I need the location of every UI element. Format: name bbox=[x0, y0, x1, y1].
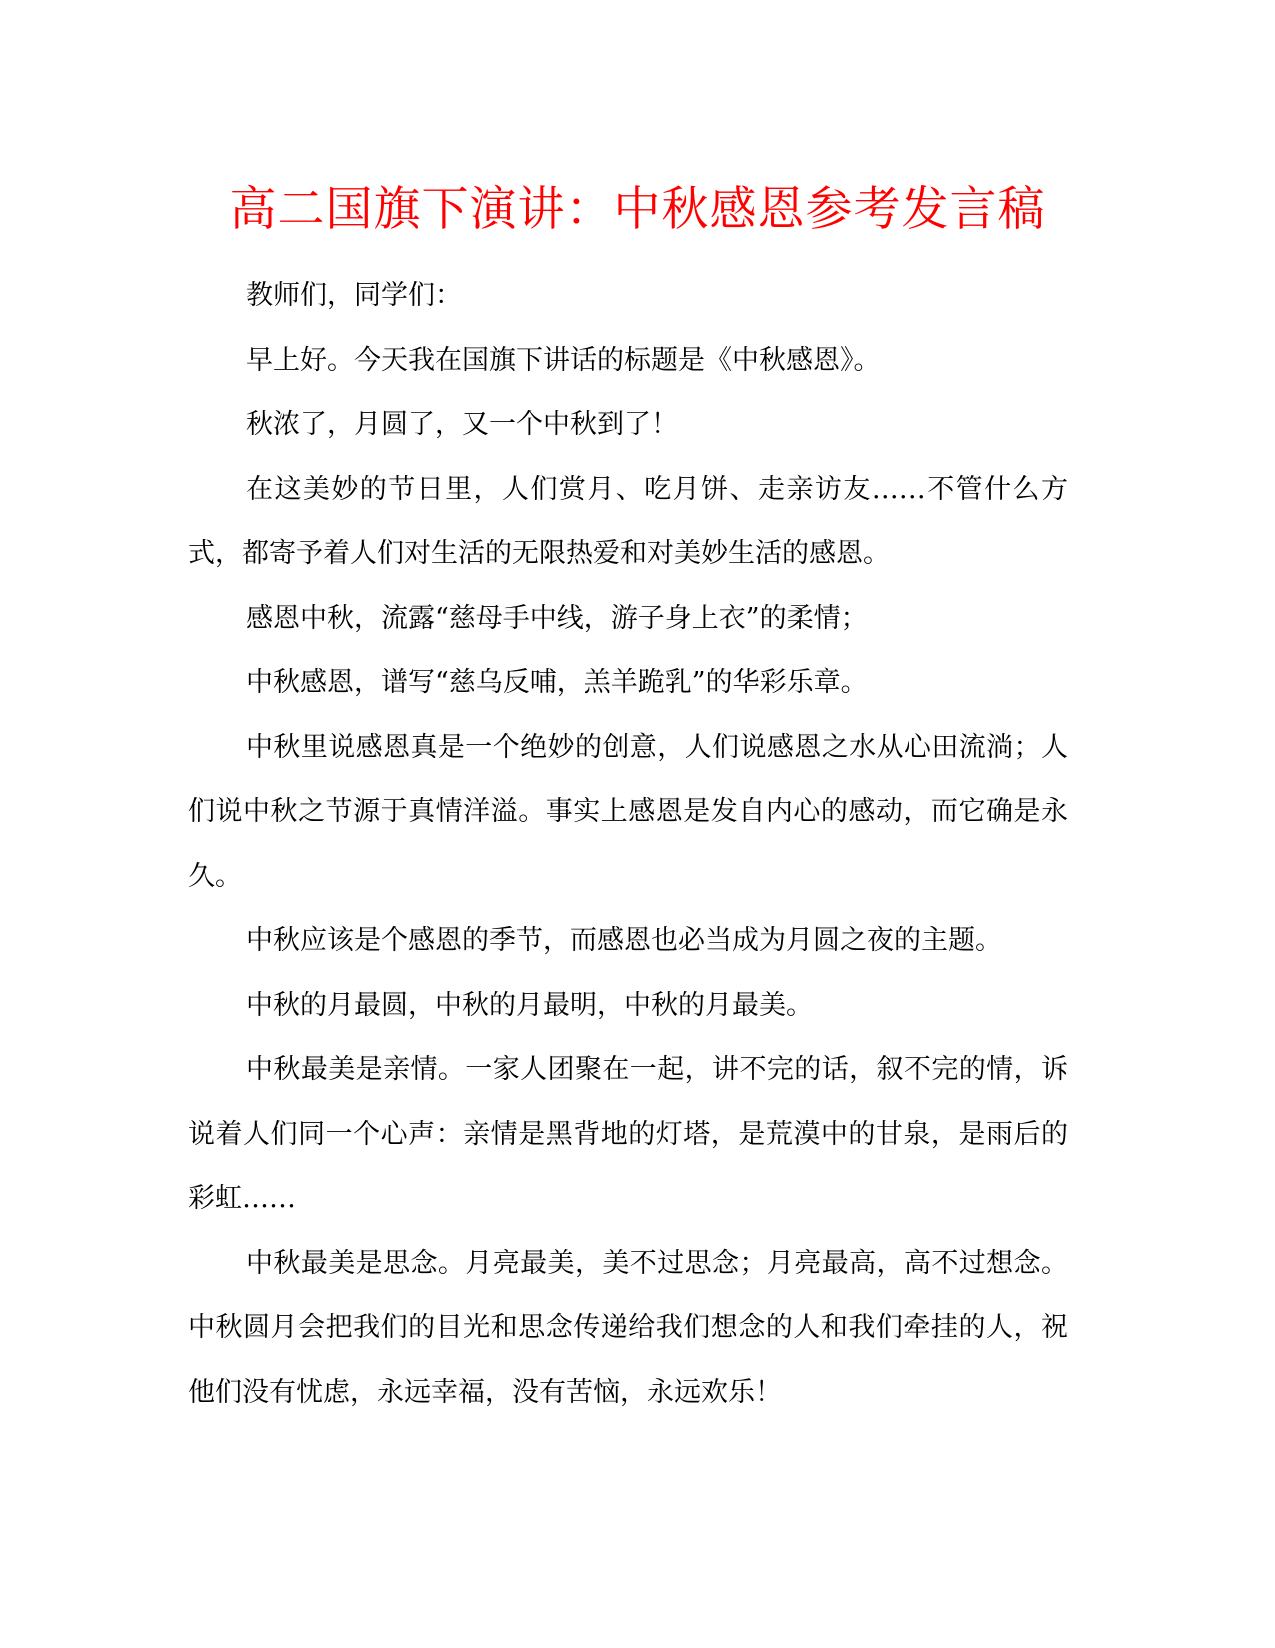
paragraph: 中秋最美是思念。月亮最美，美不过思念；月亮最高，高不过想念。中秋圆月会把我们的目光和思念传递给我们想念的人和我们牵挂的人，祝他们没有忧虑，永远幸福，没有苦恼，永远欢乐！ bbox=[188, 1247, 1068, 1408]
paragraph: 在这美妙的节日里，人们赏月、吃月饼、走亲访友……不管什么方式，都寄予着人们对生活的无限热爱和对美妙生活的感恩。 bbox=[188, 473, 1068, 569]
paragraph: 中秋应该是个感恩的季节，而感恩也必当成为月圆之夜的主题。 bbox=[246, 925, 1002, 956]
paragraph: 中秋最美是亲情。一家人团聚在一起，讲不完的话，叙不完的情，诉说着人们同一个心声：亲情是黑背地的灯塔，是荒漠中的甘泉，是雨后的彩虹…… bbox=[188, 1054, 1068, 1214]
document-title: 高二国旗下演讲：中秋感恩参考发言稿 bbox=[229, 182, 1046, 237]
paragraph: 中秋的月最圆，中秋的月最明，中秋的月最美。 bbox=[246, 989, 813, 1021]
paragraph: 教师们，同学们： bbox=[246, 280, 462, 311]
paragraph: 中秋感恩，谱写“慈乌反哺，羔羊跪乳”的华彩乐章。 bbox=[246, 667, 868, 698]
paragraph: 秋浓了，月圆了，又一个中秋到了！ bbox=[246, 409, 678, 440]
paragraph: 早上好。今天我在国旗下讲话的标题是《中秋感恩》。 bbox=[246, 344, 881, 376]
paragraph: 感恩中秋，流露“慈母手中线，游子身上衣”的柔情； bbox=[246, 602, 868, 634]
paragraph: 中秋里说感恩真是一个绝妙的创意，人们说感恩之水从心田流淌；人们说中秋之节源于真情洋溢。事实上感恩是发自内心的感动，而它确是永久。 bbox=[188, 731, 1068, 892]
document-body bbox=[188, 264, 1068, 1425]
